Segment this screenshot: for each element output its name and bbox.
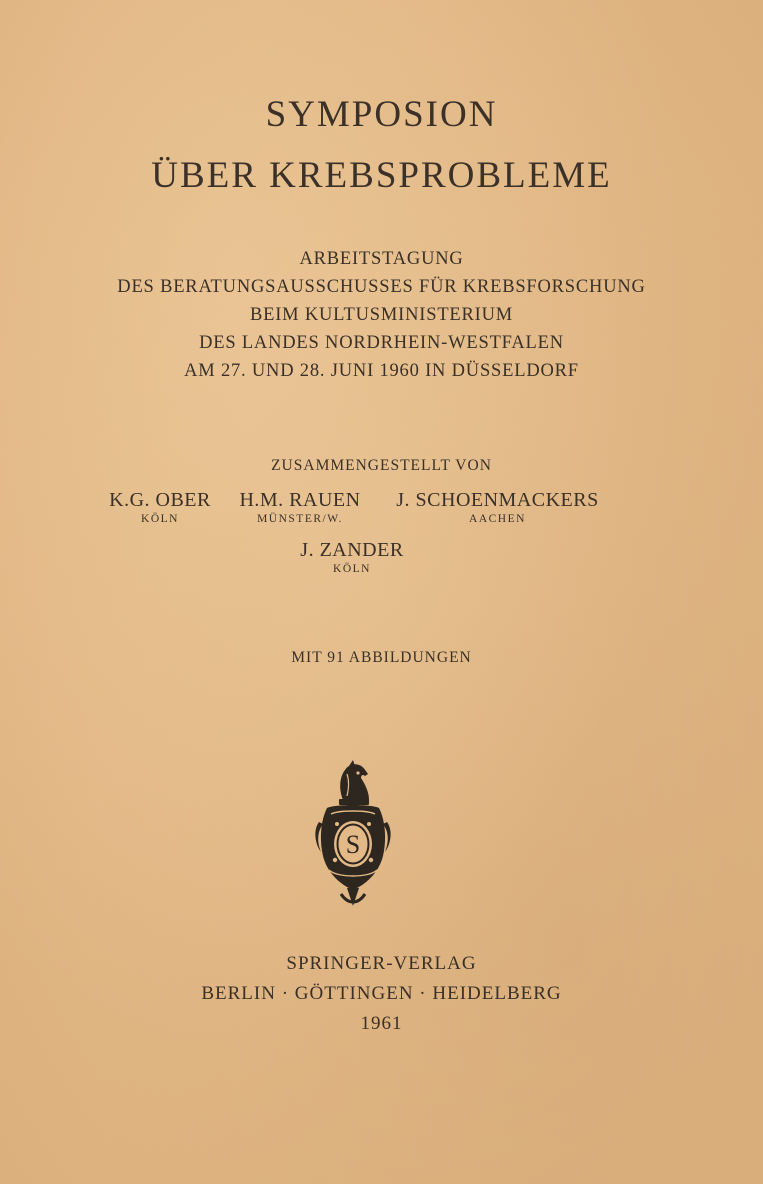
subtitle-line-2: DES BERATUNGSAUSSCHUSSES FÜR KREBSFORSCHUNG (117, 277, 646, 297)
subtitle-line-1: ARBEITSTAGUNG (299, 249, 464, 269)
publication-year: 1961 (360, 1013, 403, 1034)
editor-name: J. ZANDER (300, 539, 404, 561)
subtitle-line-5: AM 27. UND 28. JUNI 1960 IN DÜSSELDORF (184, 361, 579, 381)
editor-name: H.M. RAUEN (239, 489, 361, 511)
logo-letter: S (345, 830, 361, 859)
editor-name: J. SCHOENMACKERS (396, 489, 599, 511)
editor-city: AACHEN (469, 513, 526, 525)
editor-city: KÖLN (333, 563, 371, 575)
editor-schoenmackers (390, 489, 605, 525)
book-title-line-1: SYMPOSION (265, 94, 498, 135)
editor-name: K.G. OBER (109, 489, 211, 511)
publisher-cities: BERLIN · GÖTTINGEN · HEIDELBERG (201, 983, 562, 1004)
editor-city: MÜNSTER/W. (257, 513, 343, 525)
publisher-name: SPRINGER-VERLAG (286, 953, 477, 974)
editor-city: KÖLN (141, 513, 179, 525)
editor-zander (282, 539, 422, 575)
book-title-line-2: ÜBER KREBSPROBLEME (151, 155, 612, 196)
compiled-by-label: ZUSAMMENGESTELLT VON (271, 457, 492, 474)
subtitle-line-4: DES LANDES NORDRHEIN-WESTFALEN (199, 333, 564, 353)
editor-rauen (230, 489, 370, 525)
editor-ober (90, 489, 230, 525)
springer-knight-logo-icon (313, 760, 393, 908)
illustrations-note: MIT 91 ABBILDUNGEN (291, 649, 472, 666)
subtitle-line-3: BEIM KULTUSMINISTERIUM (249, 305, 514, 325)
